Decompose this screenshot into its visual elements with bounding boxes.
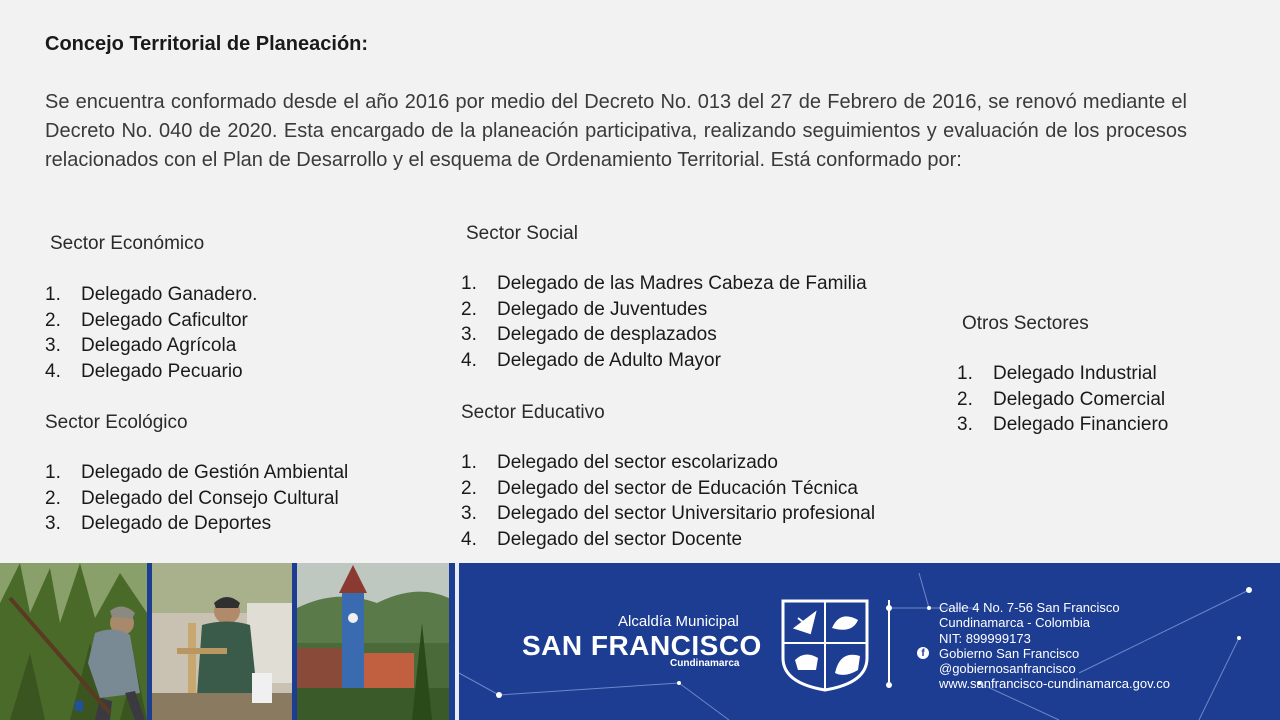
list-item-text: Delegado del sector de Educación Técnica — [497, 477, 858, 499]
wordmark-line1: Alcaldía Municipal — [618, 613, 739, 630]
list-item-text: Delegado de Juventudes — [497, 298, 708, 320]
list-item-text: Delegado de Deportes — [81, 513, 272, 535]
list-item — [461, 322, 867, 348]
contact-handle[interactable]: @gobiernosanfrancisco — [939, 661, 1076, 677]
church-tower-photo — [297, 563, 449, 720]
list-item-number: 2. — [461, 477, 477, 499]
sector-economico-heading: Sector Económico — [50, 233, 205, 254]
list-item — [461, 450, 875, 476]
sector-educativo-heading: Sector Educativo — [461, 402, 605, 423]
list-item — [957, 387, 1168, 413]
list-item-text: Delegado del sector Universitario profesional — [497, 503, 876, 525]
list-item-text: Delegado de Adulto Mayor — [497, 349, 721, 371]
contact-address: Calle 4 No. 7-56 San Francisco — [939, 600, 1120, 615]
page-title: Concejo Territorial de Planeación: — [45, 33, 369, 55]
list-item — [957, 361, 1168, 387]
list-item — [45, 359, 257, 385]
list-item — [45, 460, 348, 486]
wordmark-line3: Cundinamarca — [670, 658, 740, 669]
coat-of-arms-icon — [780, 598, 870, 693]
list-item — [461, 271, 867, 297]
list-item-number: 3. — [45, 335, 61, 357]
woman-artisan-photo — [152, 563, 292, 720]
list-item-number: 1. — [45, 284, 61, 305]
list-item-text: Delegado de Gestión Ambiental — [81, 462, 349, 483]
intro-paragraph: Se encuentra conformado desde el año 2016 por medio del Decreto No. 013 del 27 de Febrero de 2016, se renovó mediante el Decreto No. 040 de 2020. Esta encargado de la planeación participativa, realizando seguimientos y evaluación de los procesos relacionados con el Plan de Desarrollo y el esquema de Ordenamiento Territorial. Está conformado por: — [45, 91, 1187, 171]
list-item-text: Delegado del sector escolarizado — [497, 452, 778, 473]
list-item-text: Delegado Caficultor — [81, 309, 248, 331]
list-item — [461, 348, 867, 374]
footer-banner — [0, 563, 1280, 720]
list-item-text: Delegado Comercial — [993, 388, 1166, 410]
list-item — [461, 476, 875, 502]
list-item — [461, 501, 875, 527]
contact-website[interactable]: www.sanfrancisco-cundinamarca.gov.co — [939, 676, 1170, 692]
list-item-number: 3. — [45, 513, 61, 535]
list-item-text: Delegado de las Madres Cabeza de Familia — [497, 273, 867, 294]
list-item — [461, 297, 867, 323]
list-item — [45, 333, 257, 359]
sector-ecologico-heading: Sector Ecológico — [45, 412, 188, 433]
list-item — [45, 282, 257, 308]
list-item-number: 2. — [45, 309, 61, 331]
list-item-text: Delegado del Consejo Cultural — [81, 487, 339, 509]
list-item-number: 2. — [45, 487, 61, 509]
list-item-text: Delegado Agrícola — [81, 335, 237, 357]
contact-facebook[interactable]: Gobierno San Francisco — [939, 645, 1080, 661]
list-item-number: 1. — [461, 273, 477, 294]
list-item-number: 1. — [461, 452, 477, 473]
list-item-number: 4. — [461, 349, 477, 371]
list-item — [45, 486, 348, 512]
facebook-icon[interactable]: f — [917, 647, 929, 659]
list-item-text: Delegado Financiero — [993, 414, 1169, 436]
list-item — [957, 412, 1168, 438]
list-item-text: Delegado del sector Docente — [497, 528, 743, 550]
farmer-with-hoe-photo — [0, 563, 147, 720]
list-item-text: Delegado Industrial — [993, 363, 1157, 384]
list-item-number: 3. — [461, 503, 477, 525]
contact-block — [921, 600, 1170, 692]
sector-economico-list — [45, 282, 257, 384]
wordmark-line2: SAN FRANCISCO — [522, 630, 762, 661]
list-item-number: 1. — [957, 363, 973, 384]
list-item-number: 1. — [45, 462, 61, 483]
list-item — [461, 527, 875, 553]
list-item-text: Delegado Ganadero. — [81, 284, 258, 305]
contact-nit: NIT: 899999173 — [939, 630, 1031, 646]
list-item-text: Delegado de desplazados — [497, 324, 717, 346]
list-item-number: 4. — [45, 360, 61, 382]
sector-social-heading: Sector Social — [466, 223, 578, 244]
otros-sectores-list — [957, 361, 1168, 438]
otros-sectores-heading: Otros Sectores — [962, 313, 1089, 334]
list-item — [45, 511, 348, 537]
list-item-number: 3. — [461, 324, 477, 346]
list-item-number: 3. — [957, 414, 973, 436]
sector-social-list — [461, 271, 867, 373]
list-item-text: Delegado Pecuario — [81, 360, 243, 382]
list-item-number: 2. — [957, 388, 973, 410]
sector-ecologico-list — [45, 460, 348, 537]
sector-educativo-list — [461, 450, 875, 552]
contact-region: Cundinamarca - Colombia — [939, 615, 1091, 631]
contact-divider — [888, 600, 890, 682]
list-item — [45, 308, 257, 334]
list-item-number: 2. — [461, 298, 477, 320]
list-item-number: 4. — [461, 528, 477, 550]
